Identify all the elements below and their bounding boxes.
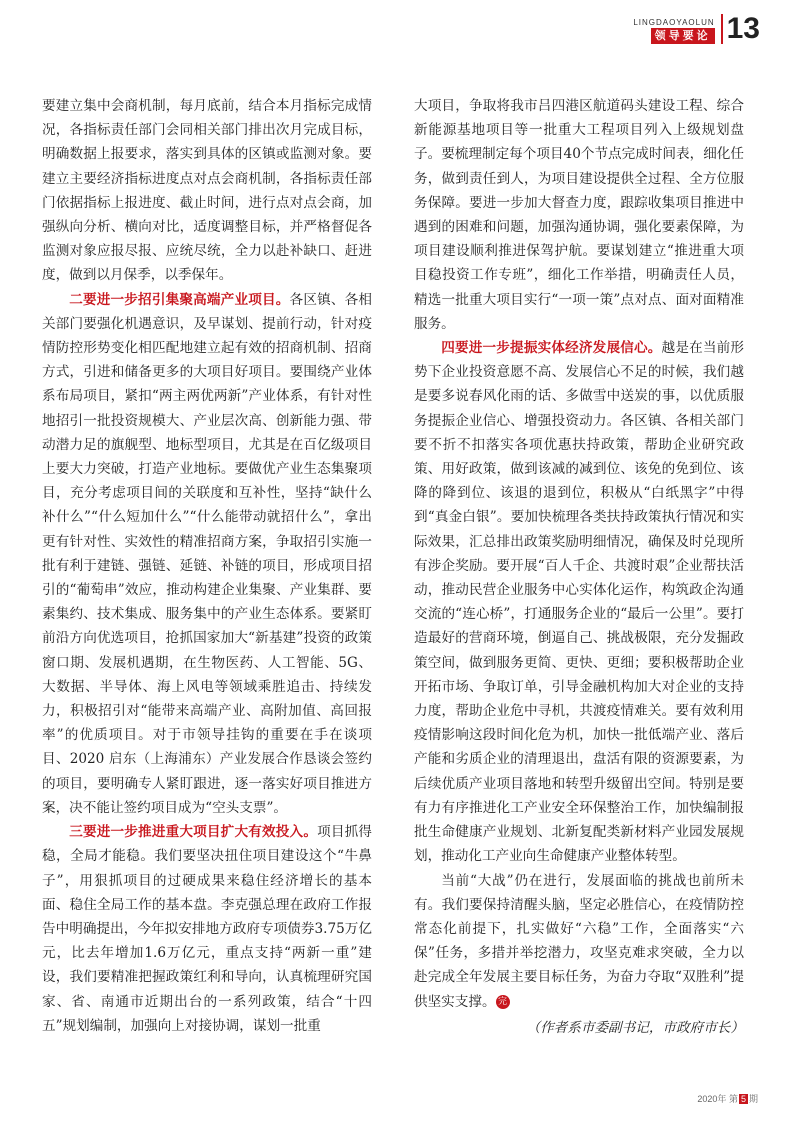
paragraph-conclusion xyxy=(414,869,744,1014)
author-note: （作者系市委副书记，市政府市长） xyxy=(526,1019,744,1036)
section-heading-two: 二要进一步招引集聚高端产业项目。 xyxy=(69,291,290,308)
brand-title: 领导要论 xyxy=(651,28,715,44)
right-column xyxy=(414,94,744,1040)
section-body-two: 各区镇、各相关部门要强化机遇意识，及早谋划、提前行动，针对疫情防控形势变化相匹配地建立起有效的招商机制、招商方式，引进和储备更多的大项目好项目。要围绕产业体系布局项目，紧扣“两主两优两新”产业体系，有针对性地招引一批投资规模大、产业层次高、创新能力强、带动潜力足的旗舰型、地标型项目，尤其是在百亿级项目上要大力突破，打造产业地标。要做优产业生态集聚项目，充分考虑项目间的关联度和互补性，坚持“缺什么补什么”“什么短加什么”“什么能带动就招什么”，拿出更有针对性、实效性的精准招商方案，争取招引实施一批有利于建链、强链、延链、补链的项目，形成项目招引的“葡萄串”效应，推动构建企业集聚、产业集群、要素集约、技术集成、服务集中的产业生态体系。要紧盯前沿方向优选项目，抢抓国家加大“新基建”投资的政策窗口期、发展机遇期，在生物医药、人工智能、5G、大数据、半导体、海上风电等领域乘胜追击、持续发力，积极招引对“能带来高端产业、高附加值、高回报率”的优质项目。对于市领导挂钩的重要在手在谈项目、2020 启东（上海浦东）产业发展合作恳谈会签约的项目，要明确专人紧盯跟进，逐一落实好项目推进方案，决不能让签约项目成为“空头支票”。 xyxy=(42,291,373,816)
section-heading-four: 四要进一步提振实体经济发展信心。 xyxy=(441,340,662,357)
brand-pinyin: LINGDAOYAOLUN xyxy=(633,18,715,27)
footer-suffix: 期 xyxy=(748,1094,758,1104)
paragraph-section-two xyxy=(42,288,372,820)
footer-issue-number: 5 xyxy=(740,1094,746,1104)
page-header xyxy=(633,14,760,44)
left-column xyxy=(42,94,372,1038)
magazine-brand xyxy=(633,18,714,44)
section-body-three: 项目抓得稳，全局才能稳。我们要坚决扭住项目建设这个“牛鼻子”，用狠抓项目的过硬成果来稳住经济增长的基本面、稳住全局工作的基本盘。李克强总理在政府工作报告中明确提出，今年拟安排地方政府专项债券3.75万亿元，比去年增加1.6万亿元，重点支持“两新一重”建设，我们要精准把握政策红利和导向，认真梳理研究国家、省、南通市近期出台的一系列政策，结合“十四五”规划编制，加强向上对接协调，谋划一批重 xyxy=(42,824,373,1034)
page-footer xyxy=(697,1092,758,1105)
page-number: 13 xyxy=(721,14,760,44)
section-body-four: 越是在当前形势下企业投资意愿不高、发展信心不足的时候，我们越是要多说春风化雨的话、多做雪中送炭的事，以优质服务提振企业信心、增强投资动力。各区镇、各相关部门要不折不扣落实各项优惠扶持政策，帮助企业研究政策、用好政策，做到该减的减到位、该免的免到位、该降的降到位、该退的退到位，积极从“白纸黑字”中得到“真金白银”。要加快梳理各类扶持政策执行情况和实际效果，汇总排出政策奖励明细情况，确保及时兑现所有涉企奖励。要开展“百人千企、共渡时艰”企业帮扶活动，推动民营企业服务中心实体化运作，构筑政企沟通交流的“连心桥”，打通服务企业的“最后一公里”。要打造最好的营商环境，倒逼自己、挑战极限，充分发掘政策空间，做到服务更简、更快、更细；要积极帮助企业开拓市场、争取订单，引导金融机构加大对企业的支持力度，帮助企业危中寻机，共渡疫情难关。要有效利用疫情影响这段时间化危为机，加快一批低端产业、落后产能和劣质企业的清理退出，盘活有限的资源要素，为后续优质产业项目落地和转型升级留出空间。特别是要有力有序推进化工产业安全环保整治工作，加快编制报批生命健康产业规划、北新复配类新材料产业园发展规划，推动化工产业向生命健康产业整体转型。 xyxy=(414,340,745,865)
footer-prefix: 第 xyxy=(728,1094,738,1104)
section-heading-three: 三要进一步推进重大项目扩大有效投入。 xyxy=(69,824,318,841)
end-mark-icon: 完 xyxy=(496,995,510,1009)
paragraph-continued: 要建立集中会商机制，每月底前，结合本月指标完成情况，各指标责任部门会同相关部门排出次月完成目标，明确数据上报要求，落实到具体的区镇或监测对象。要建立主要经济指标进度点对点会商机制，各指标责任部门依据指标上报进度、截止时间，进行点对点会商，加强纵向分析、横向对比，适度调整目标，并严格督促各监测对象应报尽报、应统尽统，全力以赴补缺口、赶进度，做到以月保季，以季保年。 xyxy=(42,98,372,284)
paragraph-continued-right: 大项目，争取将我市吕四港区航道码头建设工程、综合新能源基地项目等一批重大工程项目列入上级规划盘子。要梳理制定每个项目40个节点完成时间表，细化任务，做到责任到人，为项目建设提供全过程、全方位服务保障。要进一步加大督查力度，跟踪收集项目推进中遇到的困难和问题，加强沟通协调，强化要素保障，为项目建设顺利推进保驾护航。要谋划建立“推进重大项目稳投资工作专班”，细化工作举措，明确责任人员，精选一批重大项目实行“一项一策”点对点、面对面精准服务。 xyxy=(414,98,744,332)
paragraph-section-three xyxy=(42,820,372,1038)
paragraph-section-four xyxy=(414,336,744,868)
conclusion-text: 当前“大战”仍在进行，发展面临的挑战也前所未有。我们要保持清醒头脑，坚定必胜信心，在疫情防控常态化前提下，扎实做好“六稳”工作，全面落实“六保”任务，多措并举挖潜力，攻坚克难求突破，全力以赴完成全年发展主要目标任务，为奋力夺取“双胜利”提供坚实支撑。 xyxy=(414,872,744,1010)
footer-year: 2020年 xyxy=(697,1094,727,1104)
